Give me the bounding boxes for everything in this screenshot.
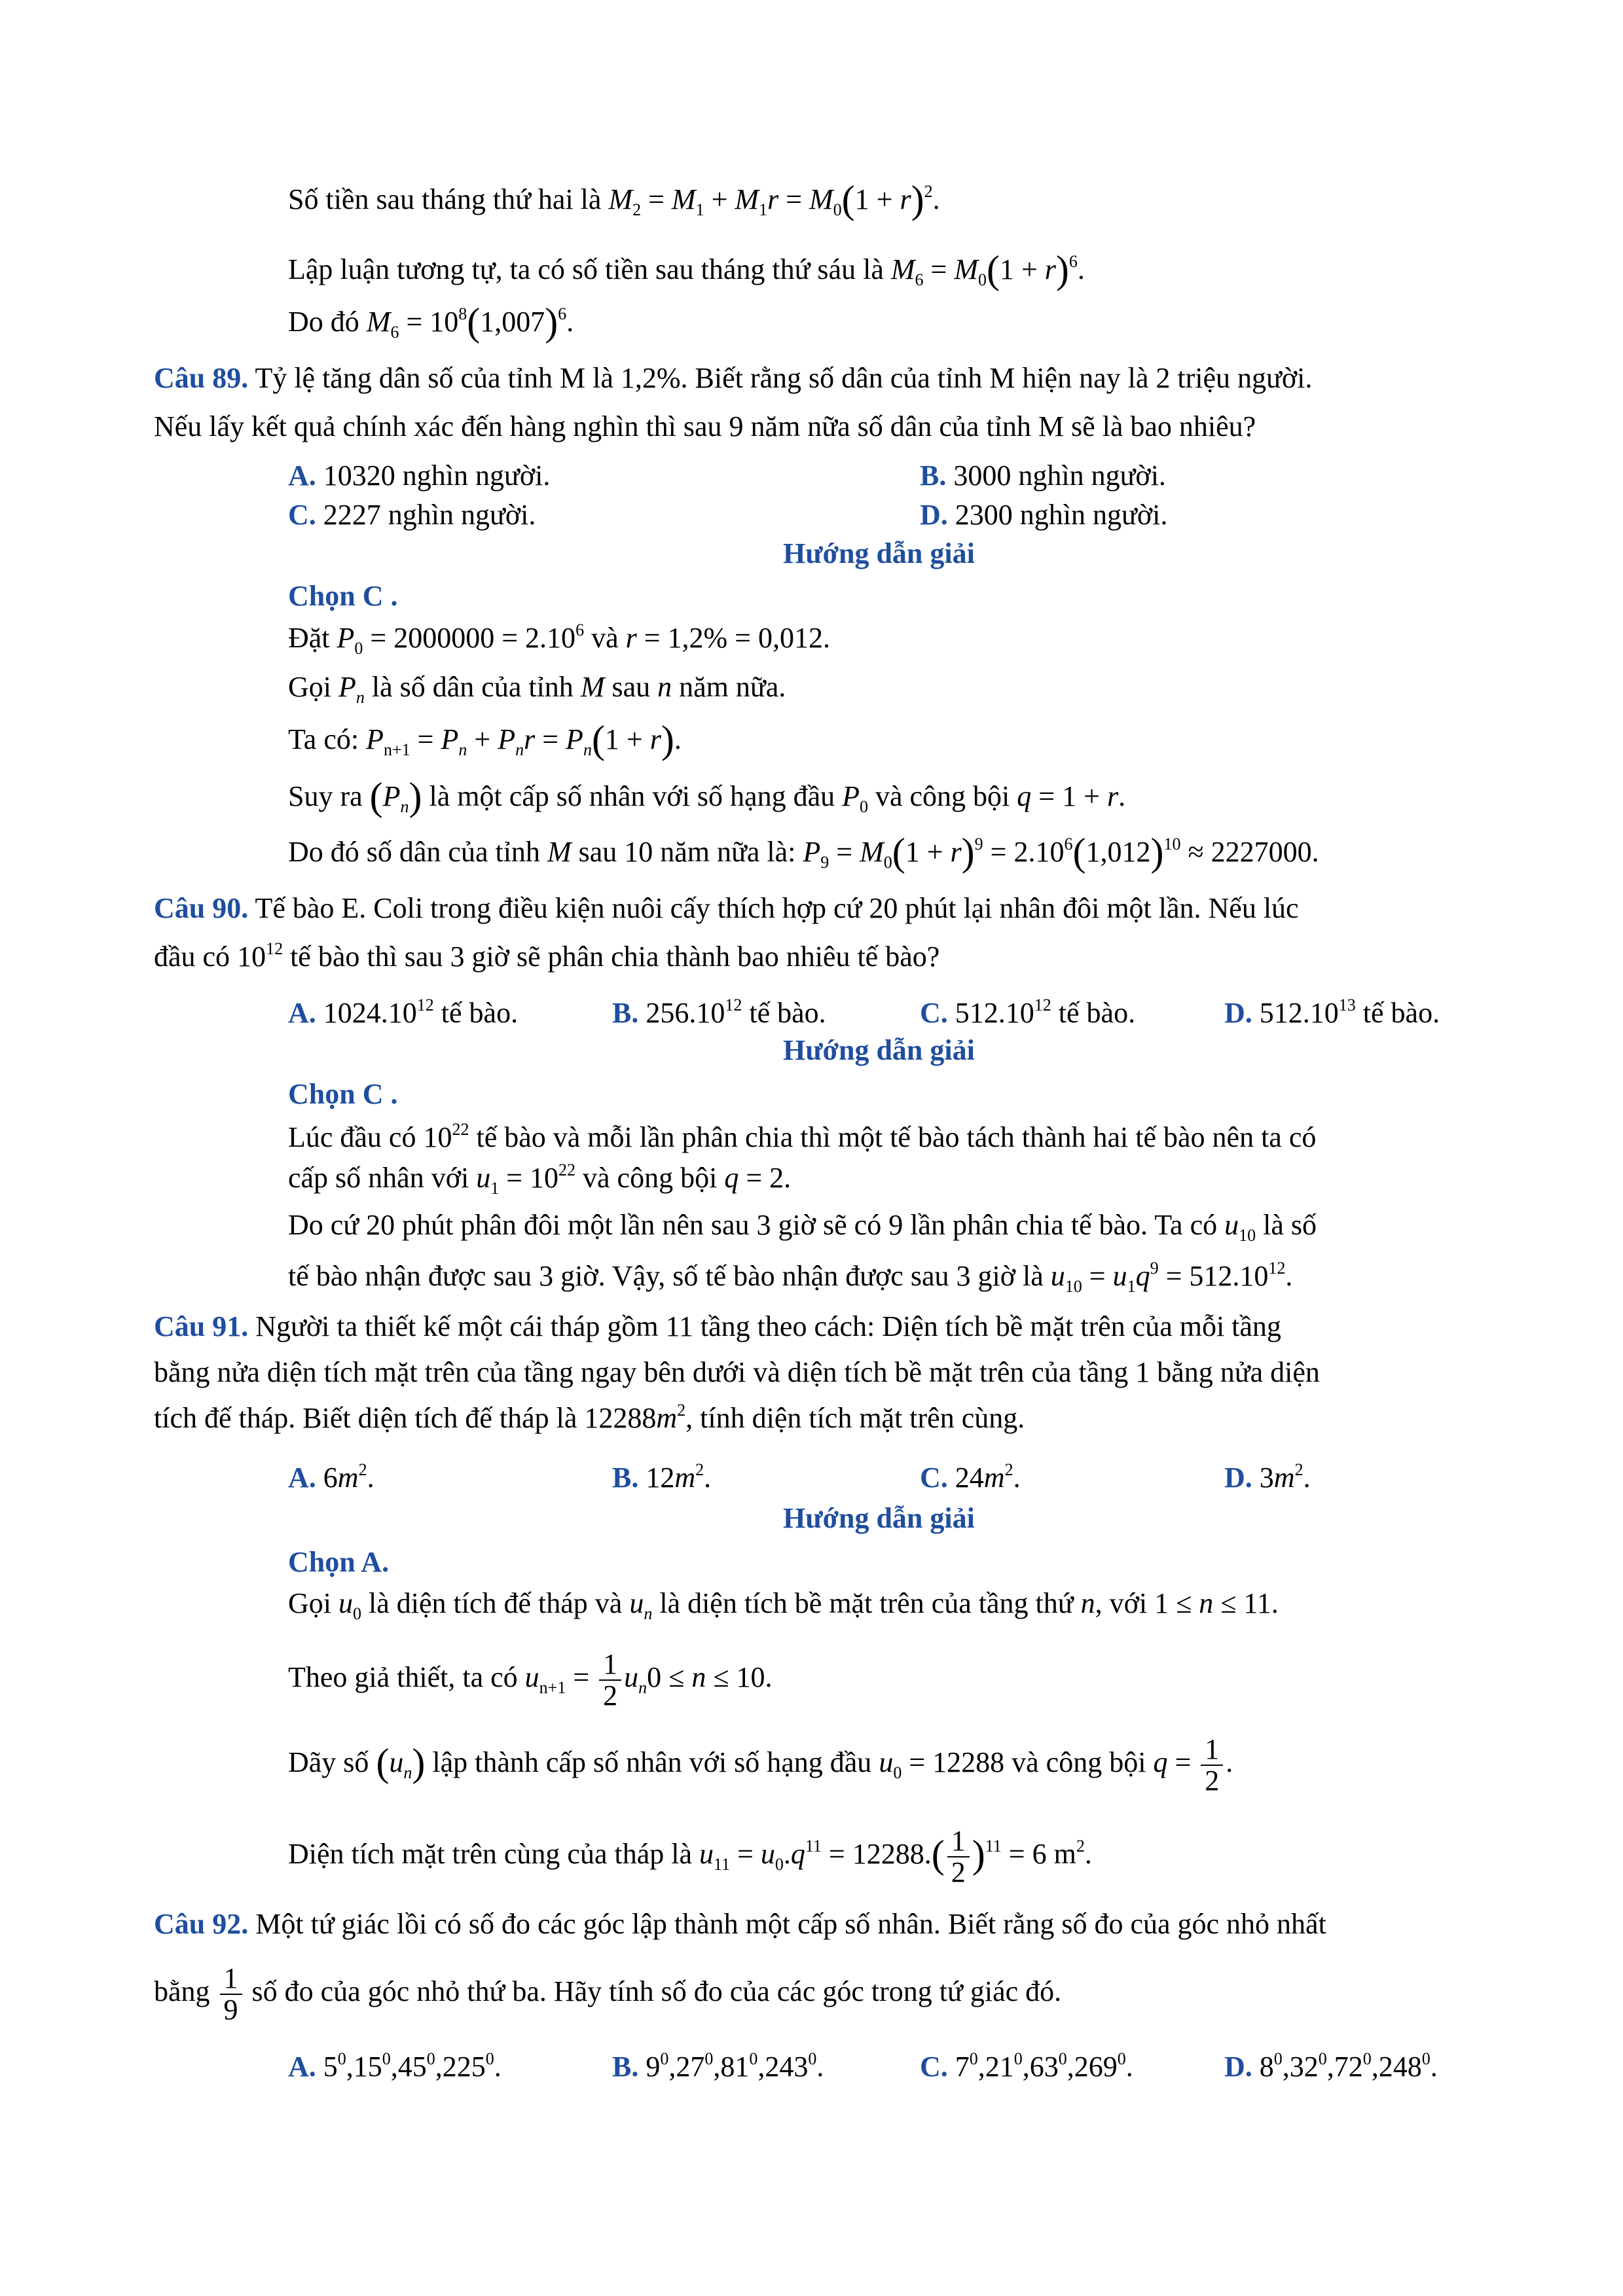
q91-choice: Chọn A. bbox=[288, 1546, 390, 1578]
question-91-line-1: Câu 91. Người ta thiết kế một cái tháp gồm 11 tầng theo cách: Diện tích bề mặt trên của mỗi tầng bbox=[154, 1310, 1281, 1342]
q91-sol-line-3: Dãy số $(u_n)$ lập thành cấp số nhân với số hạng đầu $u_0 = 12288$ và công bội q = $\frac{1}{2}$ . bbox=[288, 1733, 1233, 1797]
q89-option-a: A. 10320 nghìn người. bbox=[288, 459, 551, 492]
q89-sol-line-2: Gọi $P_n$ là số dân của tỉnh M sau n năm nữa. bbox=[288, 671, 786, 707]
q92-option-a: A. $5^0,15^0,45^0,225^0$. bbox=[288, 2049, 501, 2083]
q91-sol-line-2: Theo giả thiết, ta có $u_{n+1}$ = $\frac{1}{2}$ $u_n0 \le n \le 10$. bbox=[288, 1648, 773, 1712]
q91-sol-line-1: Gọi $u_0$ là diện tích đế tháp và $u_n$ là diện tích bề mặt trên của tầng thứ n, với 1 ≤ n ≤ 11. bbox=[288, 1587, 1279, 1623]
q90-guide-heading: Hướng dẫn giải bbox=[783, 1034, 975, 1066]
q91-sol-line-4: Diện tích mặt trên cùng của tháp là $u_{11} = u_0.q^{11} = 12288$.( $\frac{1}{2}$ )$^{11}$ = 6 $m^2$. bbox=[288, 1825, 1092, 1888]
q91-option-c: C. $24m^2$. bbox=[920, 1460, 1021, 1494]
q92-option-b: B. $9^0,27^0,81^0,243^0$. bbox=[612, 2049, 824, 2083]
question-90-line-1: Câu 90. Tế bào E. Coli trong điều kiện nuôi cấy thích hợp cứ 20 phút lại nhân đôi một lần. Nếu lúc bbox=[154, 892, 1299, 924]
q91-guide-heading: Hướng dẫn giải bbox=[783, 1502, 975, 1534]
q89-option-c: C. 2227 nghìn người. bbox=[288, 499, 536, 531]
q90-sol-line-4: tế bào nhận được sau 3 giờ. Vậy, số tế bào nhận được sau 3 giờ là $u_{10} = u_1q^9 = 512.10^{12}$. bbox=[288, 1259, 1293, 1296]
prev-line-1: Số tiền sau tháng thứ hai là $M_2 = M_1 + M_1r = M_0(1 + r)^2$. bbox=[288, 178, 940, 221]
q90-sol-line-1: Lúc đầu có $10^{22}$ tế bào và mỗi lần phân chia thì một tế bào tách thành hai tế bào nên ta có bbox=[288, 1120, 1317, 1153]
q92-option-c: C. $7^0,21^0,63^0,269^0$. bbox=[920, 2049, 1133, 2083]
q92-option-d: D. $8^0,32^0,72^0,248^0$. bbox=[1224, 2049, 1438, 2083]
question-91-line-2: bằng nửa diện tích mặt trên của tầng ngay bên dưới và diện tích bề mặt trên của tầng 1 bằng nửa diện bbox=[154, 1356, 1320, 1388]
question-92-line-1: Câu 92. Một tứ giác lồi có số đo các góc lập thành một cấp số nhân. Biết rằng số đo của góc nhỏ nhất bbox=[154, 1908, 1326, 1940]
q89-guide-heading: Hướng dẫn giải bbox=[783, 537, 975, 569]
q90-choice: Chọn C . bbox=[288, 1078, 398, 1110]
question-89-label: Câu 89. bbox=[154, 362, 249, 394]
q90-sol-line-3: Do cứ 20 phút phân đôi một lần nên sau 3 giờ sẽ có 9 lần phân chia tế bào. Ta có $u_{10}$ là số bbox=[288, 1209, 1317, 1245]
q89-choice: Chọn C . bbox=[288, 580, 398, 612]
question-89-line-1: Câu 89. Tỷ lệ tăng dân số của tỉnh M là 1,2%. Biết rằng số dân của tỉnh M hiện nay là 2 triệu người. bbox=[154, 362, 1313, 394]
q90-option-c: C. 512.10$^{12}$ tế bào. bbox=[920, 996, 1136, 1029]
prev-line-3: Do đó $M_6 = 10^8(1,007)^6$. bbox=[288, 300, 574, 344]
question-91-label: Câu 91. bbox=[154, 1310, 249, 1342]
q91-option-a: A. $6m^2$. bbox=[288, 1460, 374, 1494]
q89-sol-line-1: Đặt $P_0 = 2000000 = 2.10^6$ và r = 1,2% = 0,012. bbox=[288, 620, 830, 658]
q91-option-b: B. $12m^2$. bbox=[612, 1460, 712, 1494]
question-90-label: Câu 90. bbox=[154, 892, 249, 924]
question-91-line-3: tích đế tháp. Biết diện tích đế tháp là $12288m^2$, tính diện tích mặt trên cùng. bbox=[154, 1401, 1025, 1434]
prev-line-2: Lập luận tương tự, ta có số tiền sau tháng thứ sáu là $M_6 = M_0(1 + r)^6$. bbox=[288, 248, 1085, 291]
q90-option-b: B. 256.10$^{12}$ tế bào. bbox=[612, 996, 826, 1029]
question-92-label: Câu 92. bbox=[154, 1908, 249, 1940]
q89-option-b: B. 3000 nghìn người. bbox=[920, 459, 1166, 492]
q89-sol-line-4: Suy ra $(P_n)$ là một cấp số nhân với số hạng đầu $P_0$ và công bội q = 1 + r. bbox=[288, 775, 1126, 818]
question-92-line-2: bằng $\frac{1}{9}$ số đo của góc nhỏ thứ ba. Hãy tính số đo của các góc trong tứ giác đó. bbox=[154, 1962, 1062, 2026]
q90-sol-line-2: cấp số nhân với $u_1 = 10^{22}$ và công bội q = 2. bbox=[288, 1160, 792, 1198]
question-90-line-2: đầu có $10^{12}$ tế bào thì sau 3 giờ sẽ phân chia thành bao nhiêu tế bào? bbox=[154, 939, 940, 973]
q89-option-d: D. 2300 nghìn người. bbox=[920, 499, 1168, 531]
q90-option-d: D. 512.10$^{13}$ tế bào. bbox=[1224, 996, 1440, 1029]
q89-sol-line-3: Ta có: $P_{n+1} = P_n + P_nr = P_n(1 + r)$. bbox=[288, 718, 682, 761]
q91-option-d: D. $3m^2$. bbox=[1224, 1460, 1311, 1494]
q89-sol-line-5: Do đó số dân của tỉnh M sau 10 năm nữa là: $P_9 = M_0(1 + r)^9 = 2.10^6(1,012)^{10} \approx 2227000$. bbox=[288, 831, 1319, 874]
question-89-line-2: Nếu lấy kết quả chính xác đến hàng nghìn thì sau 9 năm nữa số dân của tỉnh M sẽ là bao nhiêu? bbox=[154, 410, 1256, 442]
q90-option-a: A. 1024.10$^{12}$ tế bào. bbox=[288, 996, 519, 1029]
